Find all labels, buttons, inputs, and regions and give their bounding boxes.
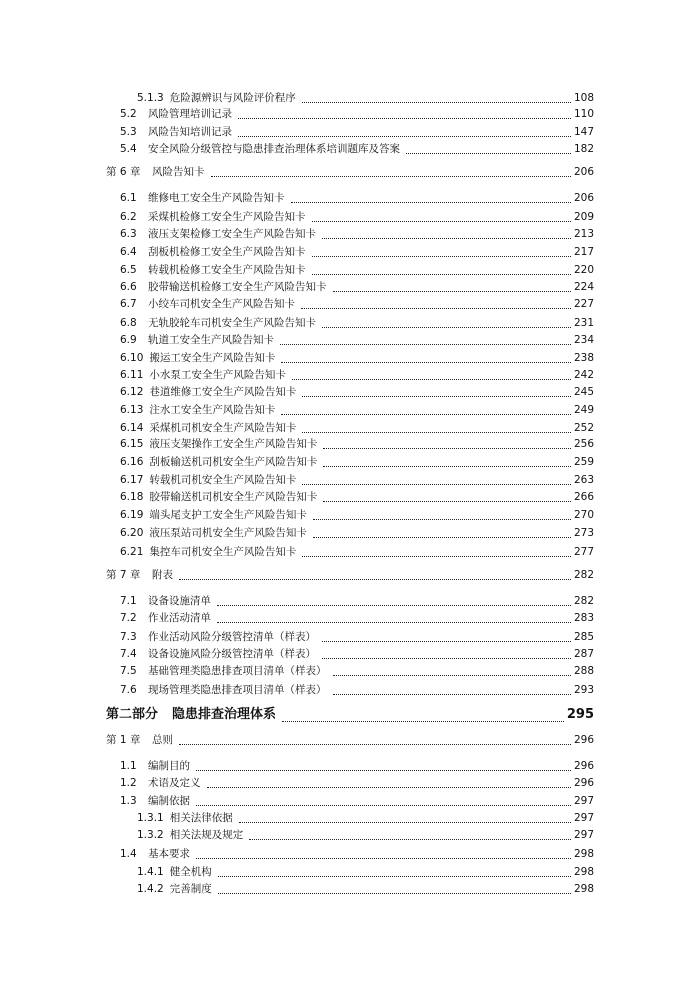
toc-entry-number: 6.4: [120, 246, 137, 258]
toc-entry-title: 液压泵站司机安全生产风险告知卡: [149, 527, 307, 539]
toc-entry-page: 277: [573, 546, 594, 558]
toc-entry-title: 搬运工安全生产风险告知卡: [149, 352, 276, 364]
toc-dot-leader: [323, 456, 571, 467]
toc-entry-page: 252: [573, 422, 594, 434]
toc-entry-page: 206: [573, 166, 594, 178]
toc-entry-title: 设备设施清单: [148, 595, 211, 607]
toc-entry-title: 作业活动风险分级管控清单（样表）: [148, 631, 316, 643]
toc-entry-page: 213: [573, 228, 594, 240]
toc-dot-leader: [239, 812, 571, 823]
toc-entry[interactable]: [120, 508, 594, 522]
toc-entry[interactable]: [120, 526, 594, 540]
toc-entry-number: 7.2: [120, 612, 137, 624]
toc-entry-page: 270: [573, 509, 594, 521]
toc-entry-number: 1.2: [120, 777, 137, 789]
toc-entry-number: 6.2: [120, 211, 137, 223]
toc-entry-title: 附表: [152, 569, 173, 581]
toc-entry[interactable]: [137, 882, 594, 896]
toc-entry-number: 6.8: [120, 317, 137, 329]
toc-entry[interactable]: [120, 437, 594, 451]
toc-entry[interactable]: [106, 706, 594, 724]
toc-entry-number: 6.7: [120, 298, 137, 310]
toc-entry-title: 相关法规及规定: [169, 829, 244, 841]
toc-dot-leader: [302, 422, 571, 433]
toc-dot-leader: [196, 795, 571, 806]
toc-entry[interactable]: [120, 191, 594, 205]
toc-entry-page: 259: [573, 456, 594, 468]
toc-dot-leader: [280, 334, 571, 345]
toc-entry-page: 293: [573, 684, 594, 696]
toc-entry-title: 采煤机司机安全生产风险告知卡: [149, 422, 297, 434]
toc-entry-page: 282: [573, 569, 594, 581]
toc-entry-title: 转载机检修工安全生产风险告知卡: [148, 264, 306, 276]
toc-entry[interactable]: [120, 316, 594, 330]
toc-entry-number: 6.13: [120, 404, 144, 416]
toc-entry-page: 296: [573, 734, 594, 746]
toc-entry-title: 刮板机检修工安全生产风险告知卡: [148, 246, 306, 258]
toc-entry-title: 转载机司机安全生产风险告知卡: [149, 474, 297, 486]
toc-entry[interactable]: [120, 125, 594, 139]
toc-entry[interactable]: [120, 594, 594, 608]
toc-entry-page: 283: [573, 612, 594, 624]
toc-entry-number: 6.15: [120, 438, 144, 450]
toc-entry-page: 238: [573, 352, 594, 364]
toc-dot-leader: [322, 228, 571, 239]
toc-entry-page: 209: [573, 211, 594, 223]
toc-entry-title: 健全机构: [169, 866, 212, 878]
toc-entry-number: 第 6 章: [106, 166, 141, 178]
toc-dot-leader: [406, 143, 571, 154]
toc-entry-page: 263: [573, 474, 594, 486]
toc-entry-page: 266: [573, 491, 594, 503]
toc-entry[interactable]: [120, 647, 594, 661]
toc-entry-number: 5.3: [120, 126, 137, 138]
toc-entry-title: 刮板输送机司机安全生产风险告知卡: [149, 456, 318, 468]
toc-entry[interactable]: [120, 473, 594, 487]
toc-entry-number: 6.21: [120, 546, 144, 558]
toc-entry-page: 217: [573, 246, 594, 258]
toc-entry[interactable]: [120, 351, 594, 365]
toc-entry-page: 297: [573, 829, 594, 841]
toc-entry[interactable]: [120, 794, 594, 808]
toc-entry-page: 297: [573, 812, 594, 824]
toc-entry-page: 296: [573, 760, 594, 772]
toc-entry-number: 5.2: [120, 108, 137, 120]
toc-entry-page: 182: [573, 143, 594, 155]
toc-entry[interactable]: [120, 227, 594, 241]
toc-entry[interactable]: [120, 263, 594, 277]
toc-entry[interactable]: [120, 245, 594, 259]
toc-dot-leader: [179, 569, 571, 580]
toc-entry-number: 6.18: [120, 491, 144, 503]
toc-entry-page: 288: [573, 665, 594, 677]
toc-entry-number: 1.4: [120, 848, 137, 860]
toc-dot-leader: [207, 777, 571, 788]
toc-entry-number: 1.1: [120, 760, 137, 772]
toc-entry-page: 224: [573, 281, 594, 293]
toc-entry[interactable]: [120, 455, 594, 469]
toc-entry[interactable]: [106, 568, 594, 582]
toc-dot-leader: [333, 684, 571, 695]
toc-dot-leader: [281, 404, 571, 415]
toc-entry[interactable]: [106, 165, 594, 179]
toc-entry-title: 液压支架检修工安全生产风险告知卡: [148, 228, 316, 240]
toc-entry-page: 147: [573, 126, 594, 138]
toc-entry-number: 第二部分: [106, 707, 159, 722]
toc-entry-page: 206: [573, 192, 594, 204]
toc-entry-title: 现场管理类隐患排查项目清单（样表）: [148, 684, 327, 696]
toc-entry[interactable]: [137, 91, 594, 105]
toc-dot-leader: [282, 711, 564, 722]
toc-entry-page: 256: [573, 438, 594, 450]
toc-dot-leader: [333, 281, 571, 292]
toc-dot-leader: [301, 298, 571, 309]
toc-entry-title: 采煤机检修工安全生产风险告知卡: [148, 211, 306, 223]
toc-entry-page: 298: [573, 848, 594, 860]
toc-dot-leader: [312, 246, 571, 257]
toc-dot-leader: [323, 438, 571, 449]
toc-entry-page: 249: [573, 404, 594, 416]
toc-entry-number: 7.3: [120, 631, 137, 643]
toc-entry-title: 安全风险分级管控与隐患排查治理体系培训题库及答案: [148, 143, 400, 155]
toc-entry-page: 242: [573, 369, 594, 381]
toc-entry-number: 第 1 章: [106, 734, 141, 746]
toc-entry-title: 液压支架操作工安全生产风险告知卡: [149, 438, 318, 450]
toc-entry-title: 术语及定义: [148, 777, 201, 789]
toc-entry[interactable]: [120, 107, 594, 121]
toc-entry[interactable]: [106, 733, 594, 747]
toc-entry-number: 7.5: [120, 665, 137, 677]
toc-entry-page: 231: [573, 317, 594, 329]
toc-dot-leader: [323, 491, 571, 502]
toc-entry[interactable]: [120, 142, 594, 156]
toc-dot-leader: [217, 595, 571, 606]
toc-entry-page: 298: [573, 866, 594, 878]
toc-entry-title: 小绞车司机安全生产风险告知卡: [148, 298, 295, 310]
toc-entry-number: 6.14: [120, 422, 144, 434]
toc-entry[interactable]: [137, 828, 594, 842]
toc-entry-number: 第 7 章: [106, 569, 141, 581]
toc-entry-title: 风险告知卡: [152, 166, 205, 178]
toc-entry-number: 6.1: [120, 192, 137, 204]
toc-entry-number: 6.16: [120, 456, 144, 468]
toc-entry-number: 1.3: [120, 795, 137, 807]
toc-entry-page: 227: [573, 298, 594, 310]
toc-entry-number: 6.6: [120, 281, 137, 293]
toc-dot-leader: [196, 760, 571, 771]
toc-dot-leader: [249, 829, 571, 840]
toc-dot-leader: [302, 474, 571, 485]
toc-entry-number: 6.3: [120, 228, 137, 240]
toc-dot-leader: [218, 866, 571, 877]
toc-dot-leader: [238, 108, 571, 119]
toc-entry[interactable]: [120, 421, 594, 435]
toc-entry[interactable]: [120, 333, 594, 347]
toc-dot-leader: [312, 211, 571, 222]
toc-entry-page: 273: [573, 527, 594, 539]
toc-entry-title: 风险管理培训记录: [148, 108, 232, 120]
toc-entry-title: 隐患排查治理体系: [172, 707, 277, 722]
toc-entry-title: 总则: [152, 734, 173, 746]
toc-dot-leader: [302, 386, 571, 397]
toc-dot-leader: [217, 612, 571, 623]
toc-entry[interactable]: [120, 759, 594, 773]
toc-entry[interactable]: [120, 368, 594, 382]
toc-dot-leader: [292, 369, 571, 380]
toc-entry-title: 注水工安全生产风险告知卡: [149, 404, 276, 416]
toc-entry-page: 282: [573, 595, 594, 607]
toc-entry-number: 7.6: [120, 684, 137, 696]
toc-entry[interactable]: [120, 210, 594, 224]
toc-entry-number: 6.19: [120, 509, 144, 521]
toc-entry-title: 轨道工安全生产风险告知卡: [148, 334, 274, 346]
toc-entry[interactable]: [120, 545, 594, 559]
toc-entry-number: 5.1.3: [137, 92, 164, 104]
toc-entry-number: 7.4: [120, 648, 137, 660]
toc-dot-leader: [302, 546, 571, 557]
toc-entry[interactable]: [120, 630, 594, 644]
toc-entry-number: 5.4: [120, 143, 137, 155]
toc-entry-title: 编制目的: [148, 760, 190, 772]
toc-dot-leader: [322, 648, 571, 659]
toc-dot-leader: [238, 126, 571, 137]
toc-entry[interactable]: [120, 297, 594, 311]
toc-entry-number: 1.3.2: [137, 829, 164, 841]
toc-entry-page: 245: [573, 386, 594, 398]
toc-entry-title: 作业活动清单: [148, 612, 211, 624]
toc-entry-title: 无轨胶轮车司机安全生产风险告知卡: [148, 317, 316, 329]
toc-entry-title: 编制依据: [148, 795, 190, 807]
toc-entry[interactable]: [120, 664, 594, 678]
toc-entry-number: 6.5: [120, 264, 137, 276]
toc-entry[interactable]: [120, 280, 594, 294]
toc-dot-leader: [322, 631, 571, 642]
toc-entry-number: 1.3.1: [137, 812, 164, 824]
toc-entry-title: 基础管理类隐患排查项目清单（样表）: [148, 665, 327, 677]
toc-dot-leader: [291, 192, 571, 203]
toc-entry[interactable]: [137, 865, 594, 879]
toc-entry-page: 108: [573, 92, 594, 104]
toc-entry-page: 297: [573, 795, 594, 807]
toc-entry-title: 设备设施风险分级管控清单（样表）: [148, 648, 316, 660]
toc-entry-page: 285: [573, 631, 594, 643]
toc-entry-title: 相关法律依据: [169, 812, 233, 824]
toc-entry-title: 端头尾支护工安全生产风险告知卡: [149, 509, 307, 521]
toc-dot-leader: [218, 883, 571, 894]
toc-entry[interactable]: [120, 403, 594, 417]
toc-dot-leader: [322, 317, 571, 328]
toc-dot-leader: [211, 166, 571, 177]
toc-entry[interactable]: [120, 683, 594, 697]
toc-entry-number: 1.4.1: [137, 866, 164, 878]
toc-dot-leader: [312, 264, 571, 275]
toc-entry-number: 6.17: [120, 474, 144, 486]
toc-dot-leader: [333, 665, 571, 676]
toc-entry-number: 6.10: [120, 352, 144, 364]
toc-dot-leader: [179, 734, 571, 745]
toc-dot-leader: [196, 848, 571, 859]
toc-entry[interactable]: [120, 490, 594, 504]
toc-entry-number: 1.4.2: [137, 883, 164, 895]
toc-entry-page: 110: [573, 108, 594, 120]
toc-entry-title: 小水泵工安全生产风险告知卡: [149, 369, 286, 381]
toc-entry[interactable]: [120, 385, 594, 399]
toc-entry-title: 胶带输送机司机安全生产风险告知卡: [149, 491, 318, 503]
toc-entry-page: 295: [566, 707, 594, 722]
toc-entry-title: 完善制度: [169, 883, 212, 895]
toc-entry[interactable]: [120, 776, 594, 790]
toc-entry-page: 298: [573, 883, 594, 895]
toc-entry-title: 基本要求: [148, 848, 190, 860]
toc-entry-number: 6.20: [120, 527, 144, 539]
toc-dot-leader: [281, 352, 571, 363]
toc-dot-leader: [302, 92, 571, 103]
toc-entry[interactable]: [137, 811, 594, 825]
toc-entry-title: 风险告知培训记录: [148, 126, 232, 138]
toc-entry-page: 287: [573, 648, 594, 660]
toc-entry-page: 234: [573, 334, 594, 346]
toc-entry-title: 胶带输送机检修工安全生产风险告知卡: [148, 281, 327, 293]
toc-dot-leader: [313, 527, 571, 538]
toc-entry-number: 6.12: [120, 386, 144, 398]
toc-entry-page: 220: [573, 264, 594, 276]
toc-entry[interactable]: [120, 611, 594, 625]
toc-entry-title: 巷道维修工安全生产风险告知卡: [149, 386, 297, 398]
toc-entry-number: 7.1: [120, 595, 137, 607]
toc-entry-number: 6.11: [120, 369, 144, 381]
toc-entry-title: 维修电工安全生产风险告知卡: [148, 192, 285, 204]
toc-dot-leader: [313, 509, 571, 520]
toc-entry-title: 危险源辨识与风险评价程序: [169, 92, 296, 104]
toc-entry-title: 集控车司机安全生产风险告知卡: [149, 546, 297, 558]
toc-entry-number: 6.9: [120, 334, 137, 346]
toc-entry[interactable]: [120, 847, 594, 861]
toc-entry-page: 296: [573, 777, 594, 789]
